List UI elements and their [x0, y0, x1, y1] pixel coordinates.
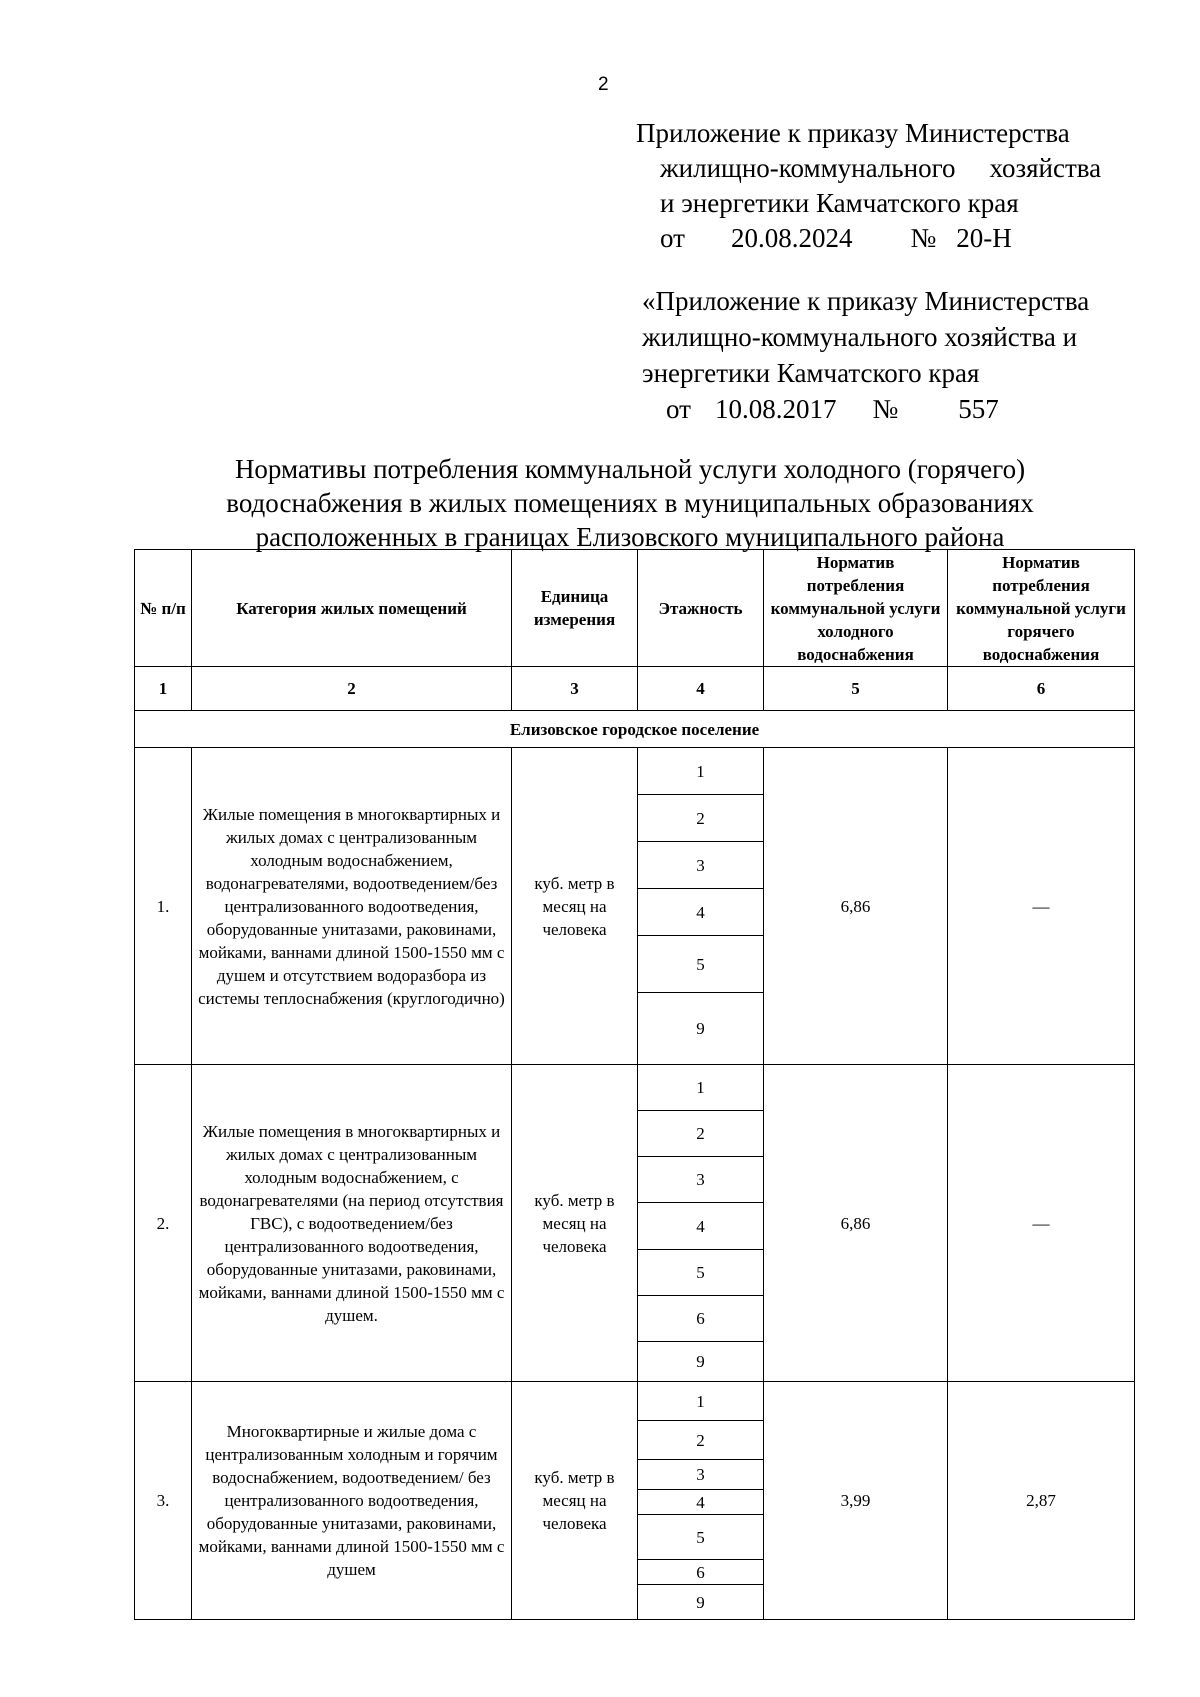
title-line: расположенных в границах Елизовского муниципального района — [255, 522, 1005, 552]
floor-value: 5 — [638, 1515, 764, 1560]
header-floors: Этажность — [638, 550, 764, 667]
cold-norm-value: 6,86 — [764, 748, 948, 1065]
number-label: № — [910, 223, 937, 253]
column-number: 4 — [638, 667, 764, 711]
floor-value: 2 — [638, 1421, 764, 1460]
column-number-row — [135, 667, 1135, 711]
floor-value: 4 — [638, 889, 764, 936]
floor-value: 4 — [638, 1203, 764, 1250]
header-num: № п/п — [135, 550, 192, 667]
floor-value: 1 — [638, 748, 764, 795]
table-row — [135, 1065, 1135, 1111]
floor-value: 9 — [638, 1585, 764, 1620]
order-number: 557 — [958, 394, 999, 424]
page-number: 2 — [598, 74, 609, 95]
appendix-line-part: хозяйства — [989, 153, 1102, 183]
floor-value: 9 — [638, 1342, 764, 1382]
floor-value: 3 — [638, 1157, 764, 1203]
floor-value: 6 — [638, 1296, 764, 1342]
hot-norm-value: — — [948, 748, 1135, 1065]
column-number: 1 — [135, 667, 192, 711]
appendix-line: жилищно-коммунального хозяйства и — [642, 322, 1078, 352]
hot-norm-value: 2,87 — [948, 1382, 1135, 1620]
section-title: Елизовское городское поселение — [135, 711, 1135, 748]
floor-value: 5 — [638, 1250, 764, 1296]
floor-value: 5 — [638, 936, 764, 993]
floor-value: 2 — [638, 1111, 764, 1157]
appendix-date-line — [636, 221, 1101, 256]
from-label: от — [660, 223, 685, 253]
appendix-line: «Приложение к приказу Министерства — [642, 286, 1090, 316]
appendix-line: Приложение к приказу Министерства — [636, 118, 1070, 148]
appendix-line: энергетики Камчатского края — [642, 358, 980, 388]
appendix-current-block — [636, 116, 1101, 256]
column-number: 6 — [948, 667, 1135, 711]
table-header-row — [135, 550, 1135, 667]
header-hot-norm: Норматив потребления коммунальной услуги горячего водоснабжения — [948, 550, 1135, 667]
appendix-date-line — [642, 391, 1089, 427]
cold-norm-value: 6,86 — [764, 1065, 948, 1382]
floor-value: 6 — [638, 1560, 764, 1585]
row-number: 3. — [135, 1382, 192, 1620]
row-category: Многоквартирные и жилые дома с централизованным холодным и горячим водоснабжением, водоотведением/ без централизованного водоотведения, оборудованные унитазами, раковинами, мойками, ваннами длиной 1500-1550 мм с душем — [192, 1382, 512, 1620]
appendix-line: и энергетики Камчатского края — [660, 188, 1019, 218]
order-date: 10.08.2017 — [714, 394, 837, 424]
title-line: водоснабжения в жилых помещениях в муниципальных образованиях — [226, 488, 1034, 518]
document-title — [130, 452, 1130, 554]
appendix-original-block — [642, 283, 1089, 427]
row-number: 1. — [135, 748, 192, 1065]
row-unit: куб. метр в месяц на человека — [512, 1382, 638, 1620]
row-number: 2. — [135, 1065, 192, 1382]
header-unit: Единица измерения — [512, 550, 638, 667]
header-cold-norm: Норматив потребления коммунальной услуги холодного водоснабжения — [764, 550, 948, 667]
row-unit: куб. метр в месяц на человека — [512, 1065, 638, 1382]
table-row — [135, 1382, 1135, 1421]
table-row — [135, 748, 1135, 795]
from-label: от — [666, 394, 691, 424]
cold-norm-value: 3,99 — [764, 1382, 948, 1620]
order-date: 20.08.2024 — [730, 223, 853, 253]
appendix-line — [636, 151, 1101, 186]
hot-norm-value: — — [948, 1065, 1135, 1382]
floor-value: 4 — [638, 1490, 764, 1515]
norms-table — [134, 549, 1135, 1620]
number-label: № — [872, 394, 899, 424]
floor-value: 9 — [638, 993, 764, 1065]
column-number: 2 — [192, 667, 512, 711]
column-number: 3 — [512, 667, 638, 711]
order-number: 20-Н — [956, 223, 1012, 253]
floor-value: 1 — [638, 1065, 764, 1111]
header-category: Категория жилых помещений — [192, 550, 512, 667]
floor-value: 1 — [638, 1382, 764, 1421]
floor-value: 3 — [638, 1460, 764, 1490]
row-category: Жилые помещения в многоквартирных и жилых домах с централизованным холодным водоснабжением, с водонагревателями (на период отсутствия ГВС), с водоотведением/без централизованного водоотведения, оборудованные унитазами, раковинами, мойками, ваннами длиной 1500-1550 мм с душем. — [192, 1065, 512, 1382]
appendix-line-part: жилищно-коммунального — [660, 153, 956, 183]
title-line: Нормативы потребления коммунальной услуги холодного (горячего) — [234, 454, 1026, 484]
floor-value: 2 — [638, 795, 764, 842]
floor-value: 3 — [638, 842, 764, 889]
section-row — [135, 711, 1135, 748]
column-number: 5 — [764, 667, 948, 711]
row-unit: куб. метр в месяц на человека — [512, 748, 638, 1065]
row-category: Жилые помещения в многоквартирных и жилых домах с централизованным холодным водоснабжением, водонагревателями, водоотведением/без централизованного водоотведения, оборудованные унитазами, раковинами, мойками, ваннами длиной 1500-1550 мм с душем и отсутствием водоразбора из системы теплоснабжения (круглогодично) — [192, 748, 512, 1065]
